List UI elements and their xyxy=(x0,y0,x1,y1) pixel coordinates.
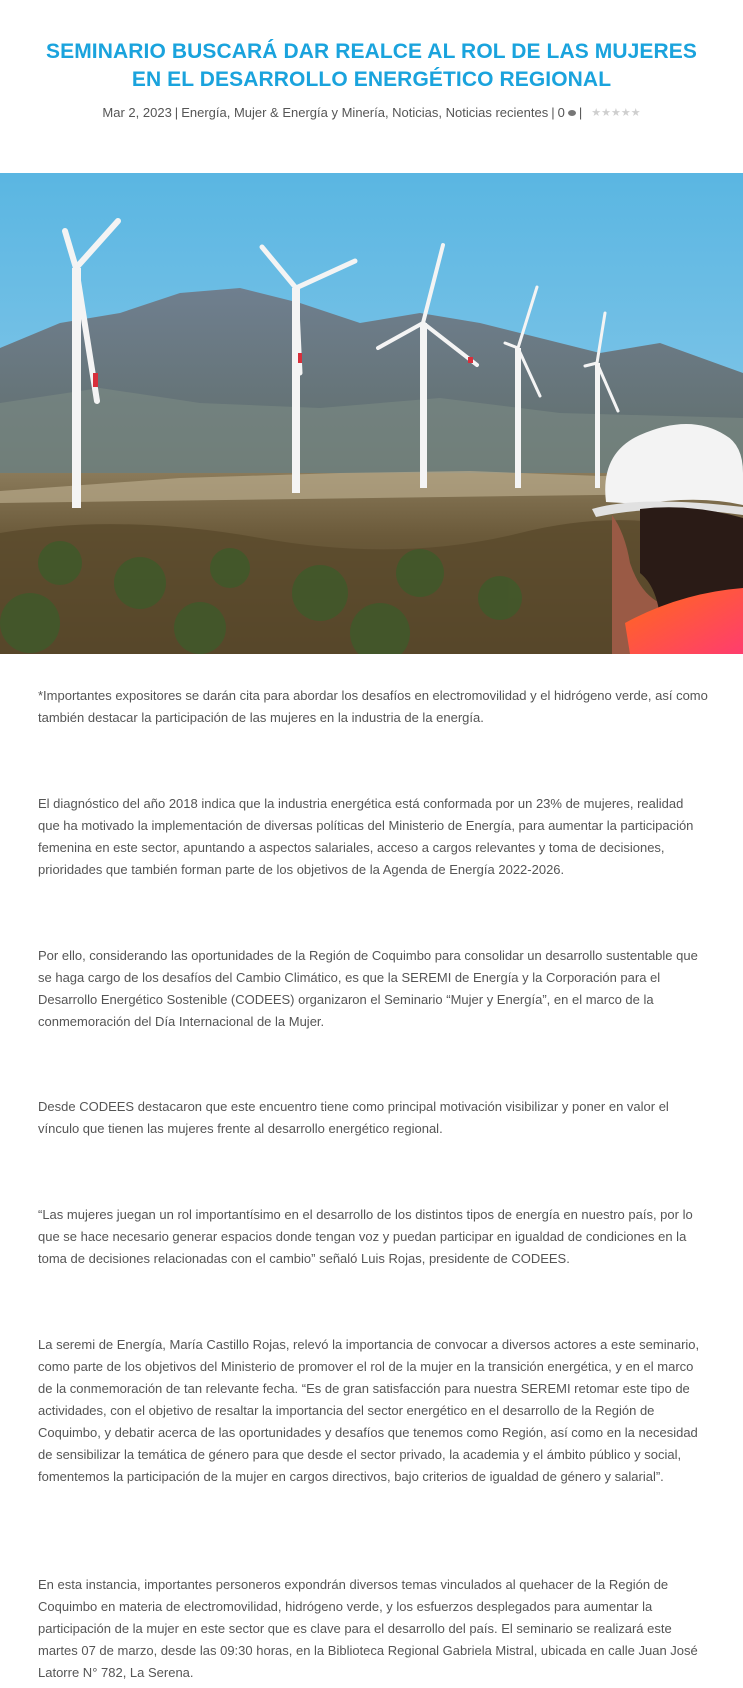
paragraph: La seremi de Energía, María Castillo Rojas, relevó la importancia de convocar a diversos actores a este seminario, como parte de los objetivos del Ministerio de promover el rol de la mujer en la transición energética, y en el marco de la conmemoración de tan relevante fecha. “Es de gran satisfacción para nuestra SEREMI retomar este tipo de actividades, con el objetivo de resaltar la importancia del sector energético en el desarrollo de la Región de Coquimbo, y debatir acerca de las oportunidades y desafíos que tenemos como Región, así como en la necesidad de sensibilizar la temática de género para que desde el sector privado, la academia y el ámbito público y social, fomentemos la participación de la mujer en cargos directivos, bajo criterios de igualdad de género y salarial”. xyxy=(38,1337,700,1484)
page-title: SEMINARIO BUSCARÁ DAR REALCE AL ROL DE LAS MUJERES EN EL DESARROLLO ENERGÉTICO REGIONAL xyxy=(46,40,697,91)
paragraph: Desde CODEES destacaron que este encuentro tiene como principal motivación visibilizar y poner en valor el vínculo que tienen las mujeres frente al desarrollo energético regional. xyxy=(38,1099,669,1136)
rating-stars-icon: ★★★★★ xyxy=(591,106,641,119)
meta-separator: | xyxy=(551,105,555,120)
comment-icon xyxy=(568,110,576,116)
comment-count[interactable]: 0 xyxy=(557,105,565,120)
paragraph: *Importantes expositores se darán cita para abordar los desafíos en electromovilidad y el hidrógeno verde, así como también destacar la participación de las mujeres en la industria de la energía. xyxy=(38,688,708,725)
paragraph: El diagnóstico del año 2018 indica que la industria energética está conformada por un 23% de mujeres, realidad que ha motivado la implementación de diversas políticas del Ministerio de Energía, para aumentar la participación femenina en este sector, apuntando a aspectos salariales, acceso a cargos relevantes y toma de decisiones, prioridades que también forman parte de los objetivos de la Agenda de Energía 2022-2026. xyxy=(38,796,694,877)
paragraph: “Las mujeres juegan un rol importantísimo en el desarrollo de los distintos tipos de energía en nuestro país, por lo que se hace necesario generar espacios donde tengan voz y puedan participar en igualdad de condiciones en la toma de decisiones relacionadas con el cambio” señaló Luis Rojas, presidente de CODEES. xyxy=(38,1207,693,1266)
paragraph: Por ello, considerando las oportunidades de la Región de Coquimbo para consolidar un desarrollo sustentable que se haga cargo de los desafíos del Cambio Climático, es que la SEREMI de Energía y la Corporación para el Desarrollo Energético Sostenible (CODEES) organizaron el Seminario “Mujer y Energía”, en el marco de la conmemoración del Día Internacional de la Mujer. xyxy=(38,948,698,1029)
wind-turbines-photo-icon xyxy=(0,173,743,654)
post-categories[interactable]: Energía, Mujer & Energía y Minería, Noticias, Noticias recientes xyxy=(181,105,549,120)
paragraph: En esta instancia, importantes personeros expondrán diversos temas vinculados al quehacer de la Región de Coquimbo en materia de electromovilidad, hidrógeno verde, y los esfuerzos desplegados para aumentar la participación de la mujer en este sector que es clave para el desarrollo del país. El seminario se realizará este martes 07 de marzo, desde las 09:30 horas, en la Biblioteca Regional Gabriela Mistral, ubicada en calle Juan José Latorre N° 782, La Serena. xyxy=(38,1577,698,1680)
article-header xyxy=(0,0,743,173)
meta-separator: | xyxy=(174,105,179,120)
meta-separator: | xyxy=(578,105,583,120)
post-meta xyxy=(0,104,743,123)
post-date: Mar 2, 2023 xyxy=(102,105,172,120)
hero-image xyxy=(0,173,743,654)
